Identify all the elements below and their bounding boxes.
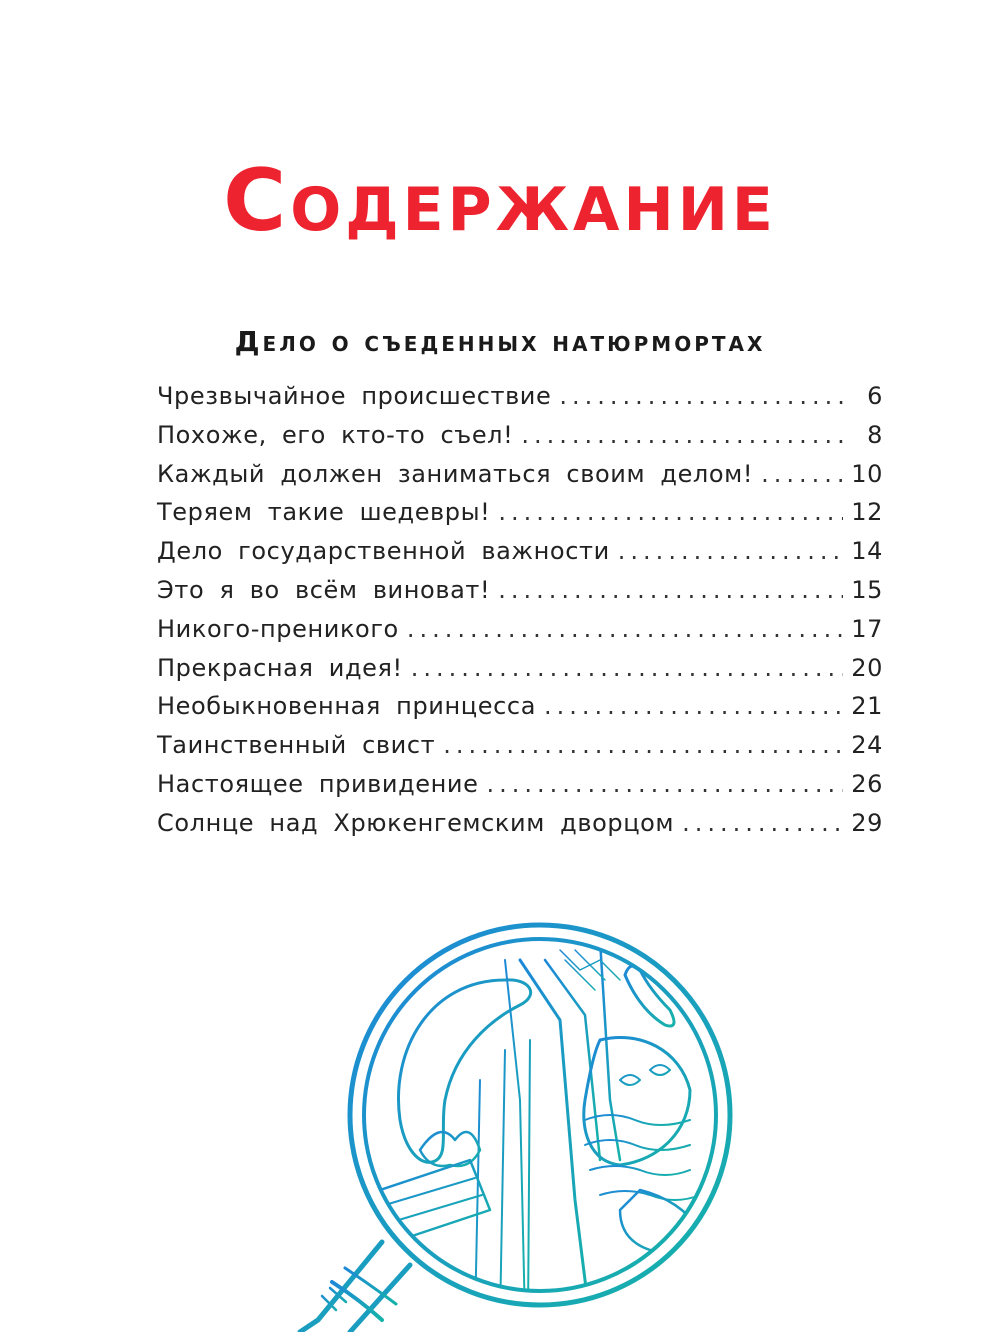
toc-entry: [157, 770, 883, 809]
toc-entry: [157, 731, 883, 770]
toc-entry: [157, 692, 883, 731]
toc-entry: [157, 498, 883, 537]
toc-entry: [157, 615, 883, 654]
magnifying-glass-icon: [0, 900, 1000, 1332]
leader-dots: [544, 692, 843, 720]
toc-entry-page: 10: [851, 459, 883, 488]
toc-entry-page: 20: [851, 653, 883, 682]
toc-entry: [157, 421, 883, 460]
toc-entry: [157, 382, 883, 421]
leader-dots: [521, 421, 845, 449]
toc-entry: [157, 576, 883, 615]
toc-entry-title: Настоящее привидение: [157, 769, 479, 798]
leader-dots: [498, 498, 843, 526]
toc-entry-title: Таинственный свист: [157, 731, 436, 760]
toc-entry-title: Теряем такие шедевры!: [157, 498, 491, 527]
toc-entry-title: Дело государственной важности: [157, 537, 610, 566]
toc-entry-page: 8: [867, 420, 883, 449]
leader-dots: [682, 809, 843, 837]
toc-entry-title: Каждый должен заниматься своим делом!: [157, 459, 754, 488]
toc-entry: [157, 809, 883, 848]
leader-dots: [407, 615, 843, 643]
page-title: Содержание: [223, 150, 777, 251]
toc-entry-page: 29: [851, 808, 883, 837]
toc-entry-page: 21: [851, 692, 883, 721]
section-title: Дело о съеденных натюрмортах: [234, 325, 766, 359]
toc-entry-page: 26: [851, 769, 883, 798]
toc-entry-page: 14: [851, 537, 883, 566]
toc-entry: [157, 654, 883, 693]
toc-entry-page: 17: [851, 614, 883, 643]
toc-entry: [157, 537, 883, 576]
toc-entry-title: Прекрасная идея!: [157, 653, 403, 682]
table-of-contents: [157, 382, 883, 848]
leader-dots: [411, 654, 843, 682]
leader-dots: [761, 460, 843, 488]
toc-entry-title: Это я во всём виноват!: [157, 575, 491, 604]
toc-entry-page: 12: [851, 498, 883, 527]
toc-entry-title: Солнце над Хрюкенгемским дворцом: [157, 808, 675, 837]
toc-entry-title: Похоже, его кто-то съел!: [157, 420, 514, 449]
leader-dots: [498, 576, 843, 604]
toc-entry: [157, 460, 883, 499]
toc-entry-title: Никого-преникого: [157, 614, 399, 643]
toc-entry-title: Необыкновенная принцесса: [157, 692, 536, 721]
toc-entry-page: 24: [851, 731, 883, 760]
leader-dots: [618, 537, 843, 565]
toc-entry-title: Чрезвычайное происшествие: [157, 382, 552, 410]
leader-dots: [559, 382, 845, 410]
toc-entry-page: 6: [867, 382, 883, 410]
toc-entry-page: 15: [851, 575, 883, 604]
leader-dots: [443, 731, 843, 759]
leader-dots: [487, 770, 844, 798]
